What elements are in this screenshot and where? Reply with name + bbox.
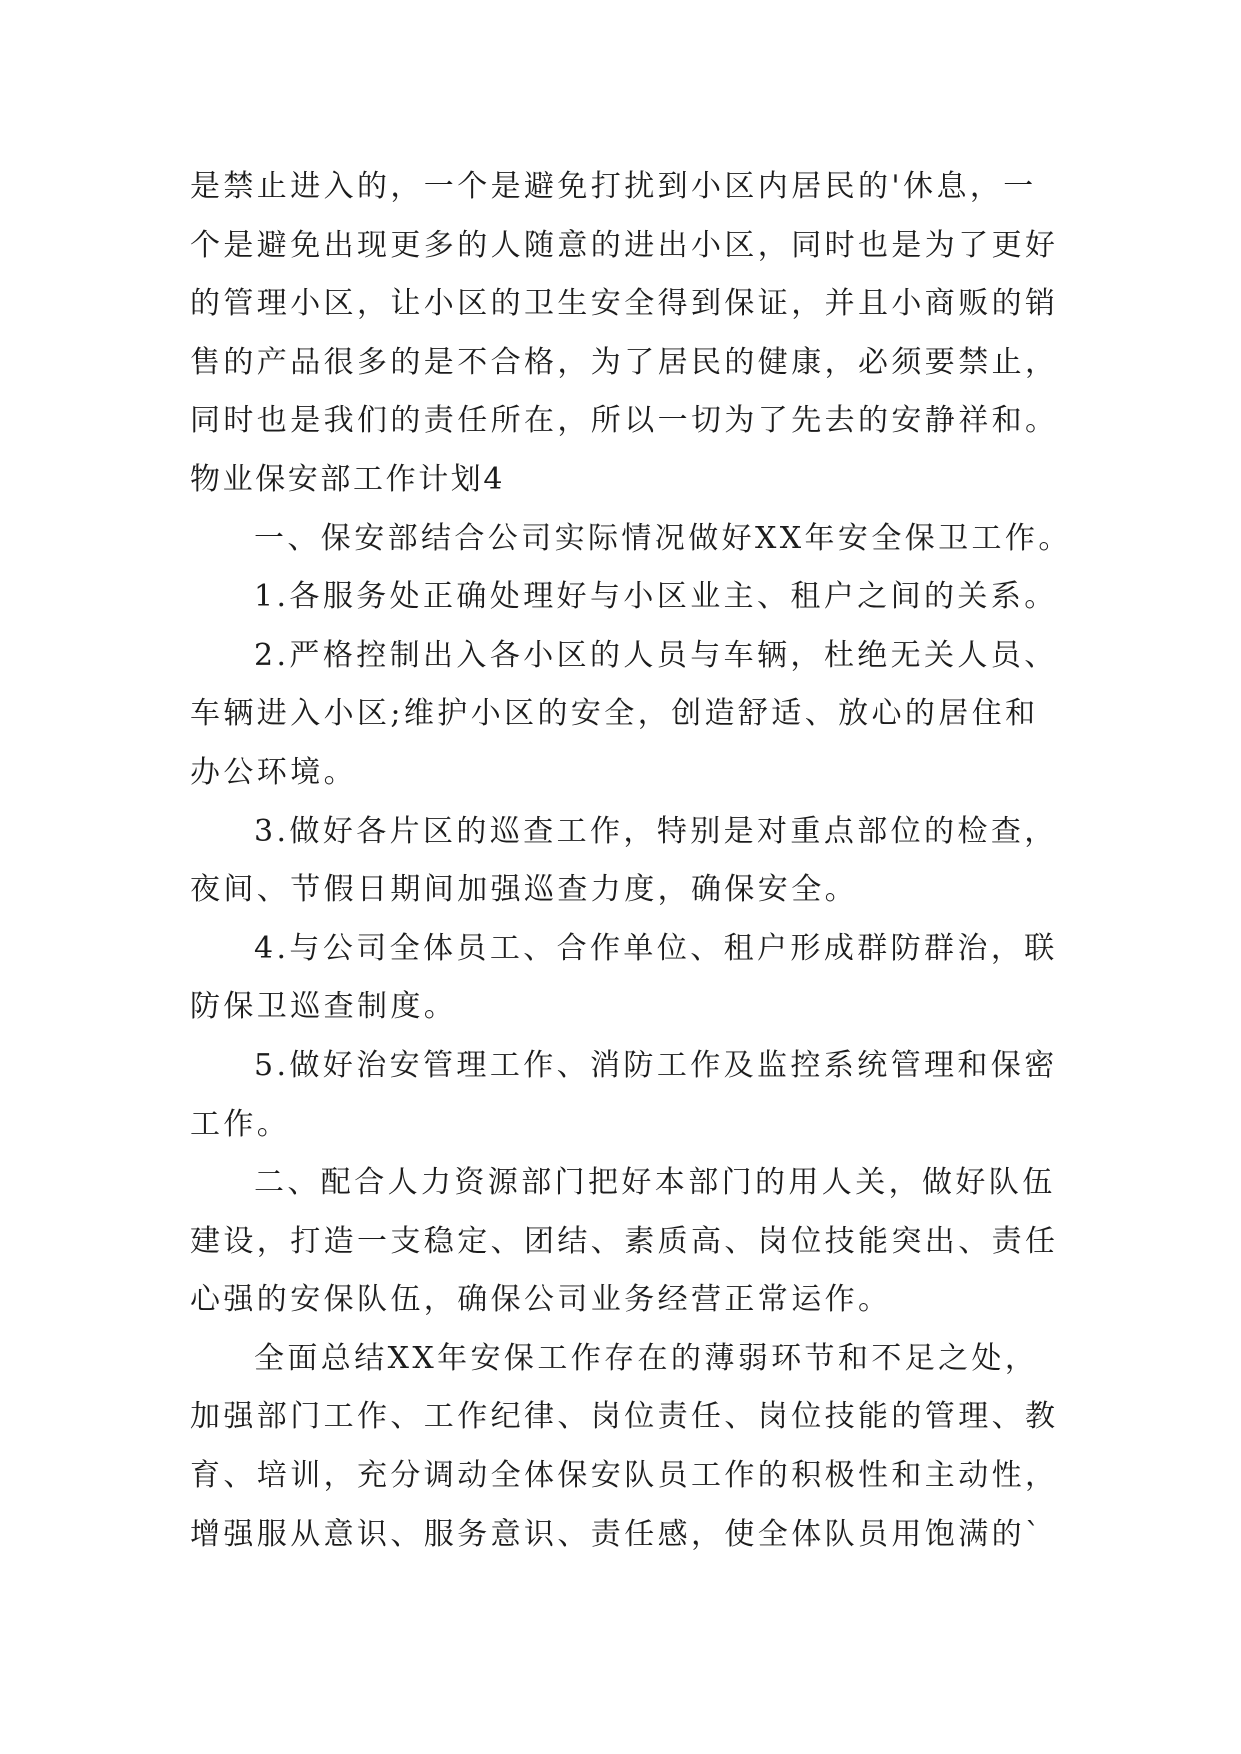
body-line: 工作。	[190, 1106, 291, 1142]
list-item-3: 3.做好各片区的巡查工作，特别是对重点部位的检查，	[254, 813, 1058, 849]
body-line: 的管理小区，让小区的卫生安全得到保证，并且小商贩的销	[190, 286, 1059, 322]
body-line: 车辆进入小区;维护小区的安全，创造舒适、放心的居住和	[190, 696, 1039, 732]
body-line: 夜间、节假日期间加强巡查力度，确保安全。	[190, 872, 858, 908]
list-item-1: 1.各服务处正确处理好与小区业主、租户之间的关系。	[254, 579, 1058, 615]
body-line: 防保卫巡查制度。	[190, 989, 458, 1025]
body-line: 育、培训，充分调动全体保安队员工作的积极性和主动性，	[190, 1458, 1059, 1494]
list-item-4: 4.与公司全体员工、合作单位、租户形成群防群治，联	[254, 930, 1058, 966]
list-item-5: 5.做好治安管理工作、消防工作及监控系统管理和保密	[254, 1047, 1058, 1083]
body-line: 售的产品很多的是不合格，为了居民的健康，必须要禁止，	[190, 344, 1059, 380]
section-title: 物业保安部工作计划4	[190, 461, 506, 497]
body-line: 建设，打造一支稳定、团结、素质高、岗位技能突出、责任	[190, 1223, 1059, 1259]
list-item-2: 2.严格控制出入各小区的人员与车辆，杜绝无关人员、	[254, 637, 1058, 673]
body-line: 是禁止进入的，一个是避免打扰到小区内居民的'休息，一	[190, 169, 1037, 204]
body-line: 同时也是我们的责任所在，所以一切为了先去的安静祥和。	[190, 403, 1059, 439]
paragraph-line: 一、保安部结合公司实际情况做好XX年安全保卫工作。	[254, 520, 1072, 556]
body-line: 心强的安保队伍，确保公司业务经营正常运作。	[190, 1282, 892, 1318]
paragraph-line: 全面总结XX年安保工作存在的薄弱环节和不足之处，	[254, 1340, 1039, 1376]
document-body	[190, 158, 1072, 1564]
body-line: 个是避免出现更多的人随意的进出小区，同时也是为了更好	[190, 227, 1059, 263]
body-line: 增强服从意识、服务意识、责任感，使全体队员用饱满的`	[190, 1516, 1044, 1552]
body-line: 加强部门工作、工作纪律、岗位责任、岗位技能的管理、教	[190, 1399, 1059, 1435]
body-line: 办公环境。	[190, 754, 357, 790]
paragraph-line: 二、配合人力资源部门把好本部门的用人关，做好队伍	[254, 1165, 1056, 1201]
